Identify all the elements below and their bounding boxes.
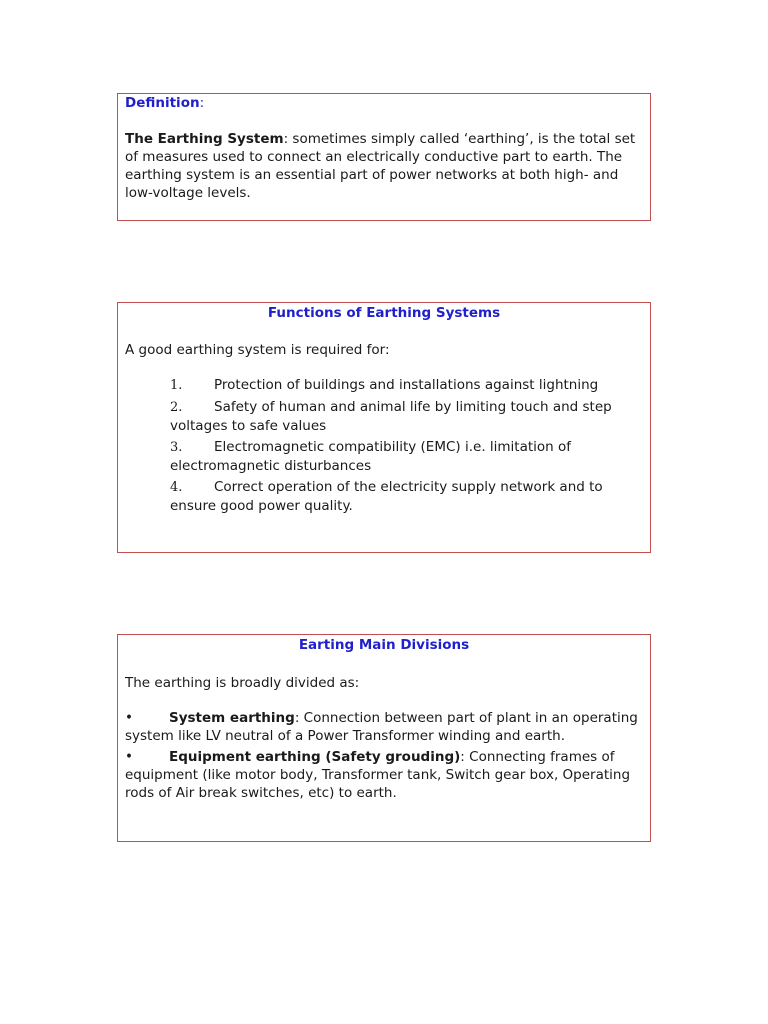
list-item-text: Safety of human and animal life by limiting touch and step voltages to safe values [170,399,612,434]
functions-box [117,302,651,553]
bullet-icon: • [125,710,133,726]
functions-list-item [170,478,643,515]
functions-intro: A good earthing system is required for: [125,342,390,358]
definition-heading-line [125,94,643,112]
divisions-list [125,709,643,802]
list-item-text: Protection of buildings and installations against lightning [214,377,599,393]
list-number: 3. [170,440,183,455]
definition-body [125,130,643,202]
functions-list-item [170,398,643,435]
divisions-heading: Earting Main Divisions [298,637,470,653]
functions-heading: Functions of Earthing Systems [267,305,501,321]
list-number: 1. [170,378,183,393]
definition-term: The Earthing System [125,131,284,147]
divisions-list-item [125,709,643,745]
list-number: 2. [170,400,183,415]
functions-list-item [170,438,643,475]
definition-heading-colon: : [199,95,205,111]
division-text: : Connecting frames of equipment (like motor body, Transformer tank, Switch gear box, Operating rods of Air break switches, etc) to earth. [125,749,631,801]
divisions-box [117,634,651,842]
definition-box [117,93,651,221]
division-text: : Connection between part of plant in an operating system like LV neutral of a Power Transformer winding and earth. [125,710,638,744]
divisions-intro: The earthing is broadly divided as: [125,675,360,691]
division-term: Equipment earthing (Safety grouding) [169,749,461,765]
list-item-text: Electromagnetic compatibility (EMC) i.e. limitation of electromagnetic disturbances [170,439,572,474]
division-term: System earthing [169,710,295,726]
definition-text: : sometimes simply called ‘earthing’, is the total set of measures used to connect an electrically conductive part to earth. The earthing system is an essential part of power networks at both high- and low-voltage levels. [125,131,636,201]
bullet-icon: • [125,749,133,765]
definition-heading: Definition [125,95,200,111]
functions-list [125,376,643,515]
list-number: 4. [170,480,183,495]
functions-list-item [170,376,643,395]
divisions-list-item [125,748,643,802]
list-item-text: Correct operation of the electricity supply network and to ensure good power quality. [170,479,603,514]
